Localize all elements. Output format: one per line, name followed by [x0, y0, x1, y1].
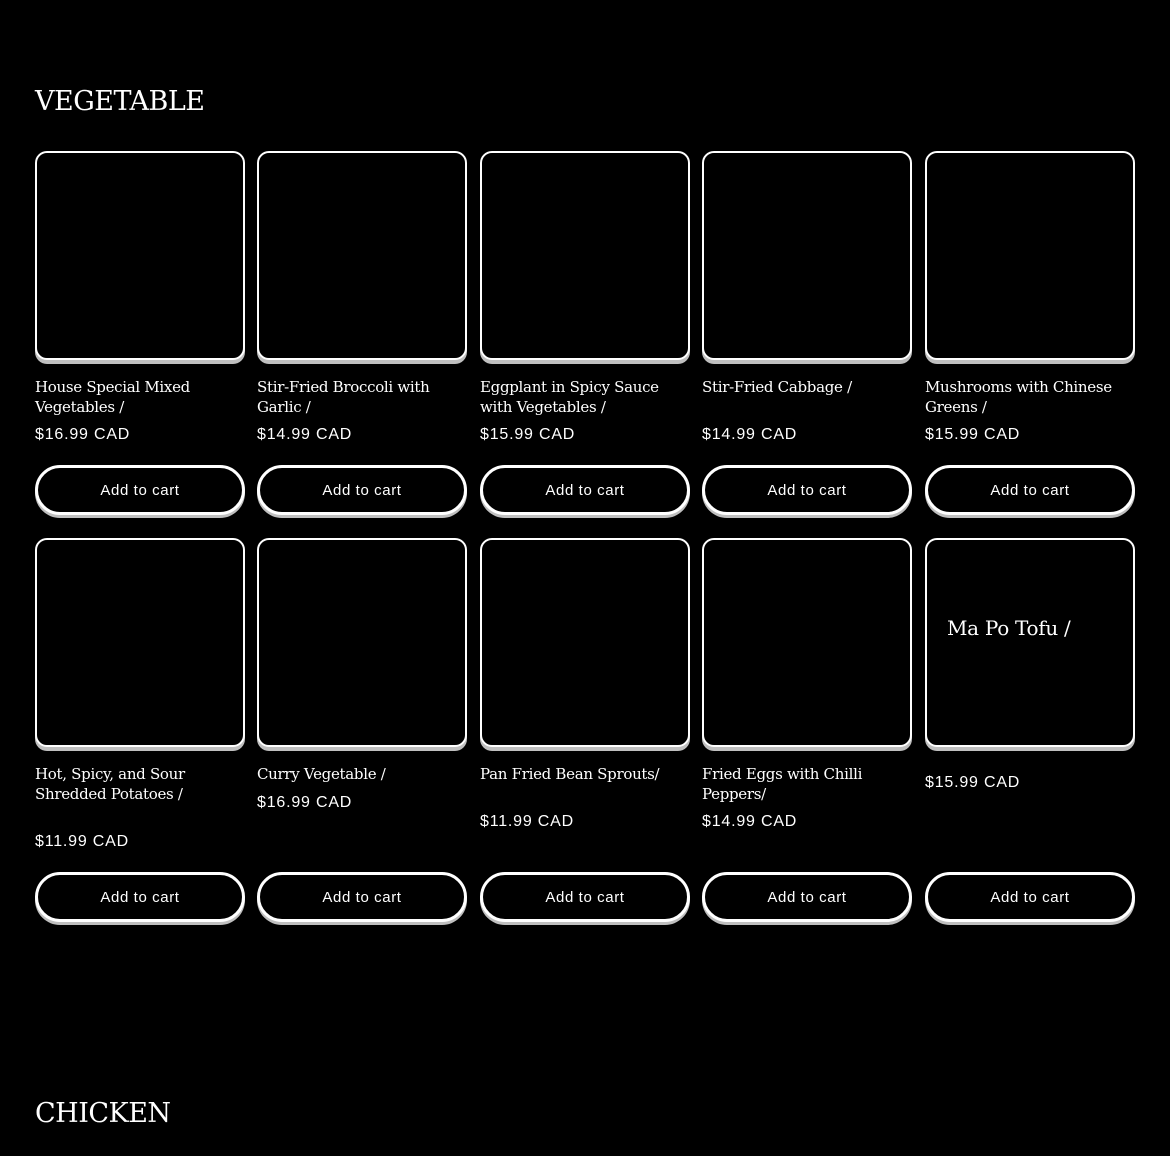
- add-to-cart-button[interactable]: Add to cart: [702, 465, 912, 515]
- product-price: $14.99 CAD: [702, 813, 798, 830]
- product-title[interactable]: Stir-Fried Broccoli with Garlic /: [257, 378, 430, 416]
- product-title[interactable]: Eggplant in Spicy Sauce with Vegetables /: [480, 378, 659, 416]
- product-image[interactable]: [702, 538, 912, 747]
- product-image[interactable]: [257, 538, 467, 747]
- product-card: [702, 151, 912, 521]
- product-price: $15.99 CAD: [925, 774, 1021, 791]
- product-title[interactable]: Mushrooms with Chinese Greens /: [925, 378, 1112, 416]
- add-to-cart-button[interactable]: Add to cart: [925, 465, 1135, 515]
- add-to-cart-button[interactable]: Add to cart: [35, 872, 245, 922]
- product-image[interactable]: [35, 538, 245, 747]
- product-image[interactable]: [702, 151, 912, 360]
- add-to-cart-button[interactable]: Add to cart: [480, 465, 690, 515]
- add-to-cart-button[interactable]: Add to cart: [257, 872, 467, 922]
- product-price: $11.99 CAD: [480, 813, 574, 830]
- product-image[interactable]: [925, 538, 1135, 747]
- product-price: $15.99 CAD: [480, 426, 576, 443]
- add-to-cart-button[interactable]: Add to cart: [925, 872, 1135, 922]
- product-price: $14.99 CAD: [257, 426, 353, 443]
- add-to-cart-button[interactable]: Add to cart: [480, 872, 690, 922]
- product-card: [480, 538, 690, 928]
- product-price: $15.99 CAD: [925, 426, 1021, 443]
- add-to-cart-button[interactable]: Add to cart: [702, 872, 912, 922]
- product-price: $11.99 CAD: [35, 833, 129, 850]
- product-card: [480, 151, 690, 521]
- product-title[interactable]: Pan Fried Bean Sprouts/: [480, 765, 660, 783]
- product-image[interactable]: [257, 151, 467, 360]
- product-card: [257, 538, 467, 928]
- product-image[interactable]: [480, 151, 690, 360]
- product-title[interactable]: Hot, Spicy, and Sour Shredded Potatoes /: [35, 765, 185, 803]
- product-card: [35, 538, 245, 928]
- section-title-chicken: CHICKEN: [35, 1098, 171, 1129]
- product-price: $16.99 CAD: [35, 426, 131, 443]
- product-image[interactable]: [925, 151, 1135, 360]
- product-card: [925, 151, 1135, 521]
- product-title[interactable]: Fried Eggs with Chilli Peppers/: [702, 765, 863, 803]
- product-title[interactable]: Stir-Fried Cabbage /: [702, 378, 852, 396]
- product-card: [35, 151, 245, 521]
- product-image[interactable]: [35, 151, 245, 360]
- product-card: [702, 538, 912, 928]
- add-to-cart-button[interactable]: Add to cart: [257, 465, 467, 515]
- product-card: [925, 538, 1135, 928]
- product-image[interactable]: [480, 538, 690, 747]
- product-image-text: Ma Po Tofu /: [947, 616, 1071, 640]
- product-price: $14.99 CAD: [702, 426, 798, 443]
- add-to-cart-button[interactable]: Add to cart: [35, 465, 245, 515]
- section-title-vegetable: VEGETABLE: [35, 86, 205, 117]
- product-price: $16.99 CAD: [257, 794, 353, 811]
- product-title[interactable]: House Special Mixed Vegetables /: [35, 378, 190, 416]
- product-title[interactable]: Curry Vegetable /: [257, 765, 386, 783]
- product-card: [257, 151, 467, 521]
